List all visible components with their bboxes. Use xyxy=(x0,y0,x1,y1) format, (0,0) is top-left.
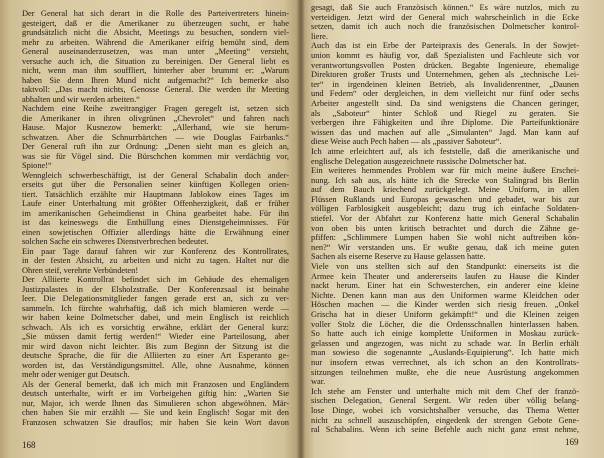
text-line: mehr zu arbeiten. Während die Amerikaner eifrig bemüht sind, dem xyxy=(22,37,289,47)
text-line: Ohren steif, verehrte Verbündeten! xyxy=(22,265,139,275)
text-line: auf dem Bauch kriechend zurückgelegt. Meine Uniform, in allen xyxy=(311,185,579,195)
text-line: Justizpalastes in der Elsholzstraße. Der Konferenzsaal ist beinahe xyxy=(22,284,289,294)
text-line: einen sowjetischen Offizier allerdings hätte die Erwähnung einer xyxy=(22,227,289,237)
text-line: von oben bis unten kritisch betrachtet und durch die Zähne ge- xyxy=(311,223,579,233)
text-line: versuche auch ich, die Situation zu bereinigen. Der General liebt es xyxy=(22,56,289,66)
paragraph xyxy=(22,9,289,104)
text-line: Höschen machen — die Kinder werden sich riesig freuen. „Onkel xyxy=(311,300,579,310)
text-line: Grischa hat in dieser Uniform gekämpft!“ und die Kleinen zeigen xyxy=(311,310,579,319)
text-line: Ein paar Tage darauf fahren wir zur Konferenz des Kontrollrates, xyxy=(22,246,289,256)
text-line: Der Alliierte Kontrollrat befindet sich im Gebäude des ehemaligen xyxy=(22,275,289,284)
text-line: in der festen Absicht, zu arbeiten und nicht zu tagen. Haltet nur die xyxy=(22,256,289,265)
paragraph xyxy=(22,104,289,171)
paragraph xyxy=(311,3,579,41)
text-line: lose Dinge, wobei ich vorsichtshalber versuche, das Thema Wetter xyxy=(311,405,579,415)
text-line: nur insofern etwas verrechnet, als ich schon an den Kontrollrats- xyxy=(311,357,579,367)
text-line: im amerikanischen Geheimdienst in China gearbeitet habe. Für ihn xyxy=(22,208,289,218)
text-line: General auseinanderzusetzen, was man unter „Meeting“ versteht, xyxy=(22,47,289,56)
text-line: Ein weiteres hemmendes Problem war für mich meine äußere Erschei- xyxy=(311,166,579,176)
text-line: die Amerikaner in ihren olivgrünen „Chevrolet“ und fahren nach xyxy=(22,113,289,123)
text-line: und Federn“ oder dergleichen, in dem vielleicht nur fünf oder sechs xyxy=(311,89,579,99)
text-line: mir wird davon nicht leichter. Bis zum Beginn der Sitzung ist die xyxy=(22,341,289,351)
text-line: tiert. Tatsächlich erzählte mir Hauptmann Jablokow eines Tages im xyxy=(22,189,289,199)
text-line: verbergen ihre Fähigkeiten und ihre Diplome. Die Parteifunktionäre xyxy=(311,118,579,128)
text-line: was sie für Vögel sind. Die Bürschchen kommen mir verdächtig vor, xyxy=(22,151,289,161)
text-line: union kommt es häufig vor, daß Spezialisten und Fachleute sich vor xyxy=(311,50,579,60)
text-line: „Sie müssen damit fertig werden!“ Wieder eine Parteilosung, aber xyxy=(22,332,289,341)
text-line: ist das keineswegs die Enthüllung eines Dienstgeheimnisses. Für xyxy=(22,218,289,227)
page-text xyxy=(22,9,289,427)
text-line: Direktoren großer Trusts und Unternehmen, gehen als „technische Lei- xyxy=(311,70,579,80)
text-line: nicht zu schnell auszuschöpfen, eingedenk der strengen Gebote Gene- xyxy=(311,415,579,425)
paragraph xyxy=(22,171,289,247)
text-line: verteidigen. Jetzt wird der General mich wahrscheinlich in die Ecke xyxy=(311,12,579,22)
text-line: englische Delegation ausgezeichnete russische Dolmetscher hat. xyxy=(311,156,527,166)
text-line: pfiffen: „Schlimmere Lumpen haben Sie wohl nicht auftreiben kön- xyxy=(311,233,579,243)
text-line: Wenngleich schwerbeschäftigt, ist der General Schabalin doch ander- xyxy=(22,170,289,180)
text-line: Viele von uns stellten sich auf den Standpunkt: einerseits ist die xyxy=(311,262,579,272)
left-page xyxy=(0,0,301,458)
text-line: Laufe einer Unterhaltung mit größter Offenherzigkeit, daß er früher xyxy=(22,199,289,208)
text-line: gesteigert, daß er die Amerikaner zu überzeugen sucht, er habe xyxy=(22,18,289,28)
text-line: Der General hat sich derart in die Rolle des Parteivertreters hinein- xyxy=(22,9,289,18)
text-line: verantwortungsvollen Posten drücken. Begabte Ingenieure, ehemalige xyxy=(311,60,579,70)
text-line: völligen Farblosigkeit ausgebleicht; dazu trug ich einfache Soldaten- xyxy=(311,204,579,214)
page-number: 169 xyxy=(565,437,579,447)
text-line: man sowieso die sogenannte „Auslands-Equipierung“. Ich hatte mich xyxy=(311,348,579,358)
page-number: 168 xyxy=(22,440,36,450)
text-line: chen haben Sie mir erzählt — Sie und kein Englisch! Sogar mit den xyxy=(22,408,289,417)
paragraph xyxy=(22,275,289,380)
text-line: ral Schabalins. Wenn ich seine Befehle auch nicht ganz ernst nehme, xyxy=(311,425,579,435)
text-line: Sachen als eiserne Reserve zu Hause gelassen hatte. xyxy=(311,252,486,262)
text-line: wissen das und machen auf alle „Simulanten“ Jagd. Man kann auf xyxy=(311,127,579,137)
text-line: als „Saboteur“ hinter Schloß und Riegel zu geraten. Sie xyxy=(311,108,579,118)
text-line: stiefel. Vor der Abfahrt zur Konferenz hatte mich General Schabalin xyxy=(311,214,579,224)
text-line: worden ist, das Verständigungsmittel. Alle, ohne Ausnahme, können xyxy=(22,360,289,370)
page-text xyxy=(311,3,579,435)
text-line: So hatte auch ich einige komplette Uniformen in Moskau zurück- xyxy=(311,329,579,339)
text-line: deutsche Sprache, die für die Alliierten zu einer Art Esperanto ge- xyxy=(22,351,289,360)
text-line: Ich atme erleichtert auf, als ich feststelle, daß die amerikanische und xyxy=(311,146,579,156)
text-line: wir haben keine Dolmetscher dabei, und mein Englisch ist reichlich xyxy=(22,313,289,322)
paragraph xyxy=(311,262,579,387)
text-line: nur, Major, ich werde Ihnen das Simulieren schon abgewöhnen. Mär- xyxy=(22,398,289,408)
text-line: erseits gut über die Personalien seiner künftigen Kollegen orien- xyxy=(22,180,289,189)
text-line: diese Weise auch Pech haben — als „passiver Saboteur“. xyxy=(311,137,502,147)
text-line: war. xyxy=(311,377,326,387)
paragraph xyxy=(22,380,289,428)
text-line: Armee kein Theater und andererseits laufen zu Hause die Kinder xyxy=(311,271,579,281)
text-line: nackt herum. Einer hat ein Schwesterchen, ein anderer eine kleine xyxy=(311,281,579,291)
text-line: setzen, damit ich auch noch die französischen Dolmetscher kontrol- xyxy=(311,22,579,32)
text-line: Flüssen Rußlands und Europas gewaschen und gebadet, war bis zur xyxy=(311,194,579,204)
right-page xyxy=(301,0,604,458)
text-line: Auch das ist ein Erbe der Parteipraxis des Generals. In der Sowjet- xyxy=(311,41,579,51)
paragraph xyxy=(22,247,289,276)
text-line: grundsätzlich nicht die Absicht, Meetings zu besuchen, sondern viel- xyxy=(22,28,289,37)
paragraph xyxy=(311,166,579,262)
paragraph xyxy=(311,147,579,166)
book-gutter xyxy=(297,0,305,458)
text-line: Spione!“ xyxy=(22,161,52,170)
text-line: Franzosen schwatzen Sie drauflos; mir haben Sie kein Wort davon xyxy=(22,417,289,427)
text-line: voller Stolz die Löcher, die die Ordensschnallen hinterlassen haben. xyxy=(311,319,579,329)
paragraph xyxy=(311,41,579,147)
text-line: schwatzen. Aber die Schnurrbärtchen — wie Douglas Fairbanks.“ xyxy=(22,132,289,142)
text-line: haben Sie denn Ihren Mund nicht aufgemacht?“ Ich bemerke also xyxy=(22,75,289,85)
text-line: abhalten und wir werden arbeiten.“ xyxy=(22,94,140,104)
text-line: nung. Ich sah aus, als hätte ich die Strecke von Stalingrad bis Berlin xyxy=(311,175,579,185)
text-line: ter“ in irgendeinen kleinen Betrieb, als Invalidenrentner, „Daunen xyxy=(311,79,579,89)
text-line: sammeln. Ich fürchte wahrhaftig, daß ich mich blamieren werde — xyxy=(22,303,289,313)
text-line: deutsch unterhalte, wirft er im Vorbeigehen giftig hin: „Warten Sie xyxy=(22,389,289,398)
text-line: sischen Delegation, General Sergent. Wir reden über völlig belang- xyxy=(311,396,579,406)
text-line: gesagt, daß Sie auch Französisch können.“ Es wäre nutzlos, mich zu xyxy=(311,3,579,12)
text-line: leer. Die Delegationsmitglieder fangen gerade erst an, sich zu ver- xyxy=(22,294,289,303)
text-line: Nichte. Denen kann man aus den Uniformen warme Kleidchen oder xyxy=(311,290,579,300)
text-line: taktvoll: „Das macht nichts, Genosse General. Die werden ihr Meeting xyxy=(22,85,289,94)
text-line: mehr oder weniger gut Deutsch. xyxy=(22,370,130,379)
text-line: Als der General bemerkt, daß ich mich mit Franzosen und Engländern xyxy=(22,379,289,389)
text-line: schwach. Als ich es vorsichtig erwähne, erklärt der General kurz: xyxy=(22,322,289,332)
text-line: Nachdem eine Reihe zweitrangiger Fragen geregelt ist, setzen sich xyxy=(22,104,289,113)
text-line: solchen Sache ein schweres Dienstverbrechen bedeutet. xyxy=(22,237,209,246)
paragraph xyxy=(311,387,579,435)
text-line: nicht, wenn man ihm souffliert, hinterher aber brummt er: „Warum xyxy=(22,66,289,75)
text-line: Arbeiter angestellt sind. Da sind wenigstens die Chancen geringer, xyxy=(311,98,579,108)
text-line: Ich stehe am Fenster und unterhalte mich mit dem Chef der franzö- xyxy=(311,386,579,396)
text-line: Der General ruft ihn zur Ordnung: „Denen sieht man es gleich an, xyxy=(22,142,289,151)
text-line: nen?“ Wir verstanden uns. Er wußte genau, daß ich meine guten xyxy=(311,242,579,252)
text-line: gelassen und angezogen, was nicht zu schade war. In Berlin erhält xyxy=(311,338,579,348)
text-line: sitzungen teilnehmen mußte, ehe die neue Ausrüstung angekommen xyxy=(311,367,579,377)
text-line: Hause. Major Kusnezow bemerkt: „Allerhand, wie sie herum- xyxy=(22,123,289,132)
text-line: liere. xyxy=(311,31,328,41)
